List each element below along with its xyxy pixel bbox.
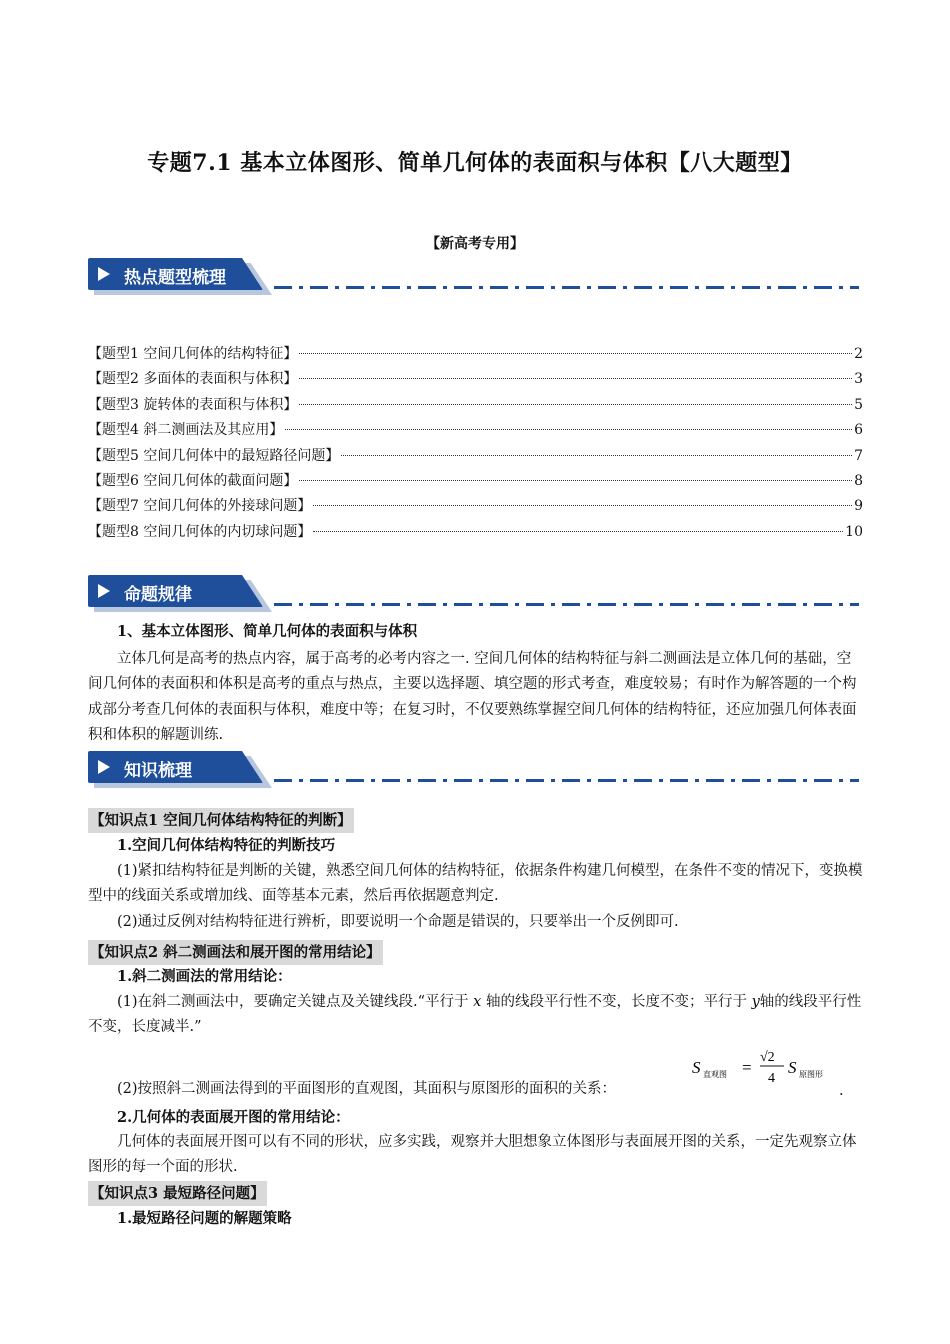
banner-label: 知识梳理	[124, 761, 192, 781]
toc-leader	[299, 480, 852, 481]
banner-hot-topics	[88, 258, 863, 294]
kp1-subheading: 1.空间几何体结构特征的判断技巧	[117, 837, 336, 854]
kp3-subheading: 1.最短路径问题的解题策略	[117, 1210, 292, 1227]
kp1-title: 【知识点1 空间几何体结构特征的判断】	[88, 808, 354, 833]
kp2-paragraph-3: 几何体的表面展开图可以有不同的形状，应多实践，观察并大胆想象立体图形与表面展开图的关系，一定先观察立体图形的每一个面的形状.	[88, 1134, 857, 1176]
toc-label: 【题型5 空间几何体中的最短路径问题】	[88, 447, 340, 464]
formula-s-left: S	[692, 1058, 701, 1077]
toc-leader	[299, 378, 852, 379]
toc-item[interactable]	[88, 521, 863, 546]
toc-leader	[299, 404, 852, 405]
banner-exam-rules	[88, 575, 863, 611]
table-of-contents	[88, 343, 863, 546]
toc-leader	[341, 455, 852, 456]
formula-numerator: √2	[760, 1050, 775, 1065]
toc-label: 【题型1 空间几何体的结构特征】	[88, 346, 298, 362]
toc-label: 【题型3 旋转体的表面积与体积】	[88, 396, 298, 413]
banner-dash-line	[274, 286, 859, 289]
toc-item[interactable]	[88, 445, 863, 470]
toc-page: 2	[854, 346, 863, 362]
banner-label: 命题规律	[124, 585, 192, 605]
kp2-p1-part-a: (1)在斜二测画法中，要确定关键点及关键线段.“平行于	[117, 994, 469, 1010]
toc-label: 【题型2 多面体的表面积与体积】	[88, 371, 298, 388]
kp2-subheading-1: 1.斜二测画法的常用结论：	[117, 968, 292, 985]
formula-s-right: S	[788, 1058, 797, 1077]
formula-denominator: 4	[768, 1071, 775, 1086]
kp2-p1-part-b: 轴的线段平行性不变，长度不变；平行于	[485, 994, 747, 1010]
kp2-title: 【知识点2 斜二测画法和展开图的常用结论】	[88, 940, 383, 965]
toc-label: 【题型8 空间几何体的内切球问题】	[88, 523, 312, 540]
toc-page: 9	[854, 498, 863, 515]
toc-page: 5	[854, 396, 863, 413]
var-x: x	[473, 994, 482, 1010]
formula-svg	[690, 1046, 840, 1086]
toc-page: 8	[854, 472, 863, 489]
play-arrow-icon	[98, 760, 110, 774]
kp2-paragraph-1	[88, 990, 863, 1041]
kp1-paragraph-2: (2)通过反例对结构特征进行辨析，即要说明一个命题是错误的，只要举出一个反例即可.	[117, 914, 679, 930]
toc-page: 7	[854, 447, 863, 464]
toc-leader	[285, 429, 852, 430]
var-y: y	[751, 994, 760, 1010]
toc-item[interactable]	[88, 394, 863, 419]
toc-page: 10	[845, 523, 863, 540]
play-arrow-icon	[98, 584, 110, 598]
toc-leader	[313, 531, 843, 532]
formula-sub-left: 直观图	[703, 1070, 727, 1079]
rules-heading: 1、基本立体图形、简单几何体的表面积与体积	[117, 623, 418, 640]
kp3-title-row	[88, 1181, 863, 1207]
kp3-title: 【知识点3 最短路径问题】	[88, 1181, 267, 1206]
toc-item[interactable]	[88, 368, 863, 393]
formula-period: .	[839, 1083, 844, 1099]
toc-item[interactable]	[88, 343, 863, 368]
toc-label: 【题型4 斜二测画法及其应用】	[88, 422, 284, 439]
toc-leader	[313, 505, 852, 506]
banner-knowledge	[88, 751, 863, 787]
toc-leader	[299, 353, 852, 354]
banner-label: 热点题型梳理	[124, 268, 226, 288]
kp2-paragraph-2: (2)按照斜二测画法得到的平面图形的直观图，其面积与原图形的面积的关系：	[117, 1081, 617, 1097]
toc-label: 【题型6 空间几何体的截面问题】	[88, 472, 298, 489]
formula-sub-right: 原图形	[799, 1070, 823, 1079]
kp2-title-row	[88, 940, 863, 966]
banner-dash-line	[274, 779, 859, 782]
toc-item[interactable]	[88, 419, 863, 444]
kp2-p1-part-c: 轴的线段平行性不变，长度减半.”	[88, 994, 862, 1036]
area-ratio-formula	[690, 1046, 840, 1086]
toc-item[interactable]	[88, 495, 863, 520]
kp2-subheading-2: 2.几何体的表面展开图的常用结论：	[117, 1109, 350, 1126]
banner-dash-line	[274, 603, 859, 606]
toc-item[interactable]	[88, 470, 863, 495]
kp1-paragraph-1: (1)紧扣结构特征是判断的关键，熟悉空间几何体的结构特征，依据条件构建几何模型，在条件不变的情况下，变换模型中的线面关系或增加线、面等基本元素，然后再依据题意判定.	[88, 863, 863, 905]
toc-page: 3	[854, 371, 863, 388]
rules-body: 立体几何是高考的热点内容，属于高考的必考内容之一. 空间几何体的结构特征与斜二测画法是立体几何的基础，空间几何体的表面积和体积是高考的重点与热点，主要以选择题、填空题的形式考查，难度较易；有时作为解答题的一个构成部分考查几何体的表面积与体积，难度中等；在复习时，不仅要熟练掌握空间几何体的结构特征，还应加强几何体表面积和体积的解题训练.	[88, 651, 857, 744]
page-title: 专题7.1 基本立体图形、简单几何体的表面积与体积【八大题型】	[147, 150, 803, 176]
play-arrow-icon	[98, 267, 110, 281]
page-subtitle: 【新高考专用】	[426, 236, 524, 252]
toc-page: 6	[854, 422, 863, 439]
formula-equals: =	[742, 1058, 752, 1077]
kp1-title-row	[88, 808, 863, 834]
toc-label: 【题型7 空间几何体的外接球问题】	[88, 498, 312, 515]
